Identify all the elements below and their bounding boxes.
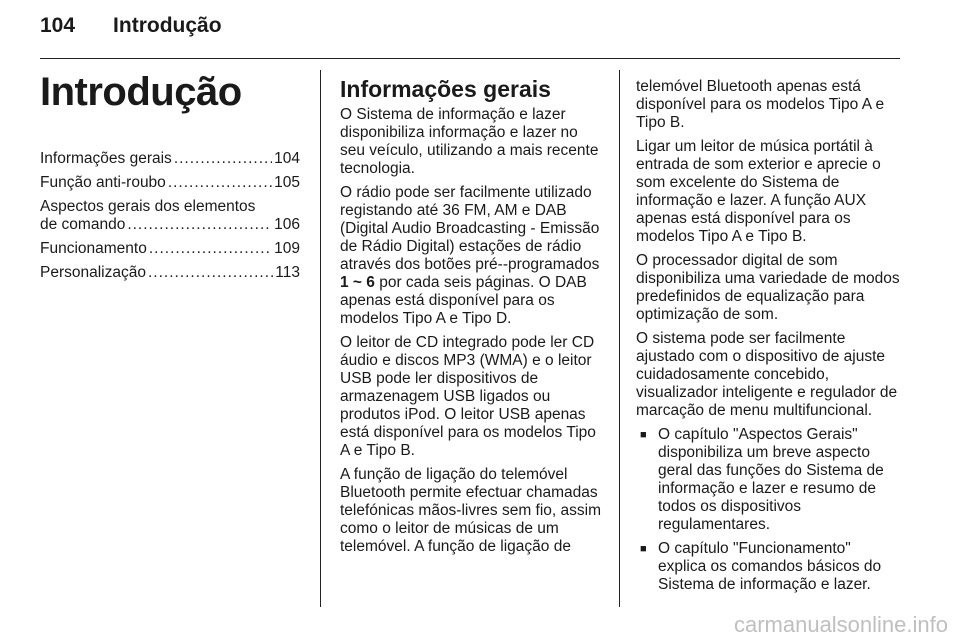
toc-entry[interactable] [40,174,300,192]
toc-label: Aspectos gerais dos elementos [40,198,256,215]
square-bullet-icon: ■ [640,429,647,441]
toc-entry[interactable] [40,240,300,258]
toc-label: Informações gerais [40,150,172,167]
paragraph: A função de ligação do telemóvel Bluetooth permite efectuar chamadas telefónicas mãos-livres sem fio, assim como o leitor de músicas de um telemóvel. A função de ligação de [340,466,601,555]
toc-label: Personalização [40,264,146,281]
paragraph: Ligar um leitor de música portátil à entrada de som exterior e aprecie o som excelente do Sistema de informação e lazer. A função AUX apenas está disponível para os modelos Tipo A e Tipo B. [636,138,881,245]
toc-entry[interactable] [40,198,300,234]
toc-label: Função anti-roubo [40,174,166,191]
toc-page: 113 [275,264,300,281]
watermark-logo: carmanualsonline.info [733,612,948,637]
paragraph: O rádio pode ser facilmente utilizado registando até 36 FM, AM e DAB (Digital Audio Broadcasting - Emissão de Rádio Digital) estações de rádio através dos botões pré--programados 1 ~ 6 por cada seis páginas. O DAB apenas está disponível para os modelos Tipo A e Tipo D. [340,184,600,327]
square-bullet-icon: ■ [640,543,647,555]
header-rule [40,58,900,59]
column-divider [619,70,620,607]
right-column [636,78,902,600]
paragraph: O sistema pode ser facilmente ajustado com o dispositivo de ajuste cuidadosamente concebido, visualizador inteligente e regulador de marcação de menu multifuncional. [636,330,898,419]
paragraph: telemóvel Bluetooth apenas está disponível para os modelos Tipo A e Tipo B. [636,78,885,131]
toc-page: 104 [274,150,300,167]
toc-page: 105 [274,174,300,191]
toc-label: Funcionamento [40,240,147,257]
column-divider [320,70,321,607]
page-header [40,14,222,38]
toc-page: 106 [274,216,300,233]
bullet-item: ■ O capítulo "Funcionamento" explica os comandos básicos do Sistema de informação e lazer. [636,540,902,594]
table-of-contents [40,150,300,288]
paragraph: O Sistema de informação e lazer disponibiliza informação e lazer no seu veículo, utilizando a mais recente tecnologia. [340,106,599,177]
toc-entry[interactable] [40,264,300,282]
toc-entry[interactable] [40,150,300,168]
preset-buttons-label: 1 ~ 6 [340,274,375,291]
toc-page: 109 [274,240,300,257]
middle-column [340,70,606,562]
chapter-title: Introdução [40,70,242,114]
paragraph: O leitor de CD integrado pode ler CD áudio e discos MP3 (WMA) e o leitor USB pode ler dispositivos de armazenagem USB ligados ou produtos iPod. O leitor USB apenas está disponível para os modelos Tipo A e Tipo B. [340,334,596,459]
page-number: 104 [40,14,76,37]
paragraph: O processador digital de som disponibiliza uma variedade de modos predefinidos de equalização para optimização de som. [636,252,900,323]
bullet-item: ■ O capítulo "Aspectos Gerais" disponibiliza um breve aspecto geral das funções do Sistema de informação e lazer e resumo de todos os dispositivos regulamentares. [636,426,902,534]
toc-label: de comando [40,216,126,233]
section-heading: Informações gerais [340,76,551,102]
header-title: Introdução [113,14,222,37]
